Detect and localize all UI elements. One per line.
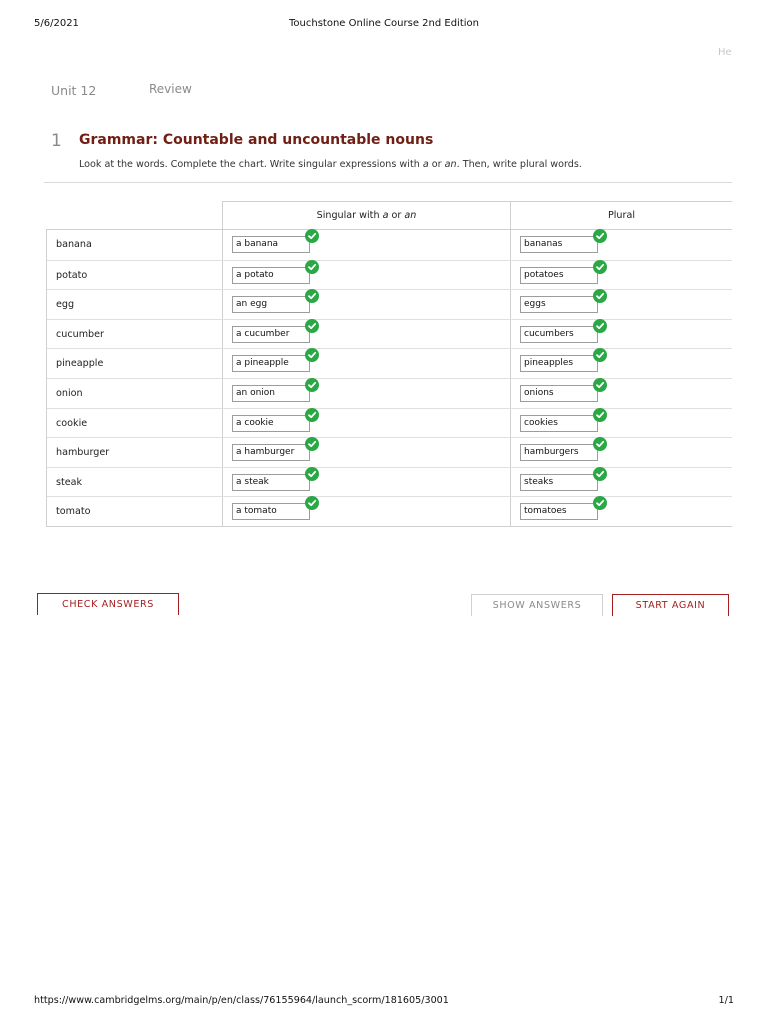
table-row xyxy=(47,319,732,349)
column-divider xyxy=(222,438,223,467)
column-divider xyxy=(510,290,511,319)
check-circle-icon xyxy=(305,319,319,333)
instructions-part: Look at the words. Complete the chart. Write singular expressions with xyxy=(79,159,423,170)
row-word: potato xyxy=(56,269,88,281)
check-circle-icon xyxy=(305,437,319,451)
singular-answer-input[interactable]: a steak xyxy=(232,474,310,491)
row-word: hamburger xyxy=(56,447,110,459)
help-link[interactable]: He xyxy=(718,47,732,58)
plural-answer-input[interactable]: cucumbers xyxy=(520,326,598,343)
check-circle-icon xyxy=(305,289,319,303)
separator xyxy=(44,182,732,183)
instructions-part: a xyxy=(422,159,429,170)
table-row xyxy=(47,348,732,378)
plural-answer-input[interactable]: tomatoes xyxy=(520,503,598,520)
column-divider xyxy=(510,438,511,467)
plural-answer-input[interactable]: hamburgers xyxy=(520,444,598,461)
check-circle-icon xyxy=(593,319,607,333)
check-circle-icon xyxy=(593,496,607,510)
plural-answer-input[interactable]: bananas xyxy=(520,236,598,253)
check-circle-icon xyxy=(305,348,319,362)
row-word: steak xyxy=(56,476,83,488)
instructions-part: or xyxy=(428,159,445,170)
singular-answer-input[interactable]: a cucumber xyxy=(232,326,310,343)
table-row xyxy=(47,496,732,526)
column-divider xyxy=(222,290,223,319)
column-divider xyxy=(222,320,223,349)
instructions xyxy=(79,159,582,170)
plural-answer-input[interactable]: eggs xyxy=(520,296,598,313)
column-divider xyxy=(510,409,511,438)
column-divider xyxy=(510,261,511,290)
check-circle-icon xyxy=(305,467,319,481)
plural-answer-input[interactable]: steaks xyxy=(520,474,598,491)
singular-answer-input[interactable]: a tomato xyxy=(232,503,310,520)
table-row xyxy=(47,260,732,290)
column-divider xyxy=(222,497,223,526)
row-word: tomato xyxy=(56,506,91,518)
unit-label: Unit 12 xyxy=(51,83,97,98)
review-link[interactable]: Review xyxy=(149,82,192,96)
column-header-plural: Plural xyxy=(510,201,732,229)
print-title: Touchstone Online Course 2nd Edition xyxy=(289,18,479,29)
column-divider xyxy=(510,320,511,349)
check-circle-icon xyxy=(593,437,607,451)
check-circle-icon xyxy=(593,229,607,243)
table-row xyxy=(47,408,732,438)
check-circle-icon xyxy=(305,378,319,392)
column-divider xyxy=(222,261,223,290)
column-header-part: an xyxy=(404,210,417,221)
row-word: banana xyxy=(56,239,92,250)
check-answers-button[interactable]: CHECK ANSWERS xyxy=(37,593,179,615)
plural-answer-input[interactable]: potatoes xyxy=(520,267,598,284)
print-url: https://www.cambridgelms.org/main/p/en/class/76155964/launch_scorm/181605/3001 xyxy=(34,995,449,1006)
check-circle-icon xyxy=(593,378,607,392)
check-circle-icon xyxy=(593,260,607,274)
column-header-part: Singular with xyxy=(316,210,383,221)
table-row xyxy=(47,289,732,319)
table-row xyxy=(47,378,732,408)
singular-answer-input[interactable]: an egg xyxy=(232,296,310,313)
instructions-part: an xyxy=(444,159,457,170)
row-word: cucumber xyxy=(56,328,104,340)
column-divider xyxy=(222,379,223,408)
instructions-part: . Then, write plural words. xyxy=(456,159,582,170)
print-date: 5/6/2021 xyxy=(34,18,79,29)
column-header-part: a xyxy=(382,210,389,221)
column-divider xyxy=(222,468,223,497)
column-header-part: or xyxy=(388,210,405,221)
exercise-number: 1 xyxy=(51,131,62,151)
singular-answer-input[interactable]: an onion xyxy=(232,385,310,402)
check-circle-icon xyxy=(593,348,607,362)
row-word: egg xyxy=(56,299,75,311)
check-circle-icon xyxy=(593,467,607,481)
singular-answer-input[interactable]: a pineapple xyxy=(232,355,310,372)
check-circle-icon xyxy=(305,408,319,422)
singular-answer-input[interactable]: a hamburger xyxy=(232,444,310,461)
check-circle-icon xyxy=(305,260,319,274)
plural-answer-input[interactable]: onions xyxy=(520,385,598,402)
column-divider xyxy=(222,409,223,438)
check-circle-icon xyxy=(593,408,607,422)
start-again-button[interactable]: START AGAIN xyxy=(612,594,729,616)
print-page-number: 1/1 xyxy=(718,995,734,1006)
singular-answer-input[interactable]: a banana xyxy=(232,236,310,253)
column-header-singular xyxy=(222,201,510,229)
table-row xyxy=(47,467,732,497)
check-circle-icon xyxy=(305,496,319,510)
table-row xyxy=(47,230,732,260)
chart-rows xyxy=(46,229,732,527)
row-word: cookie xyxy=(56,417,88,429)
column-divider xyxy=(510,379,511,408)
answer-chart xyxy=(46,201,732,527)
row-word: onion xyxy=(56,387,83,399)
column-divider xyxy=(222,230,223,260)
show-answers-button[interactable]: SHOW ANSWERS xyxy=(471,594,603,616)
check-circle-icon xyxy=(593,289,607,303)
singular-answer-input[interactable]: a cookie xyxy=(232,415,310,432)
plural-answer-input[interactable]: cookies xyxy=(520,415,598,432)
column-divider xyxy=(510,468,511,497)
check-circle-icon xyxy=(305,229,319,243)
column-divider xyxy=(222,349,223,378)
column-divider xyxy=(510,230,511,260)
row-word: pineapple xyxy=(56,358,104,370)
table-row xyxy=(47,437,732,467)
singular-answer-input[interactable]: a potato xyxy=(232,267,310,284)
column-divider xyxy=(510,349,511,378)
exercise-title: Grammar: Countable and uncountable nouns xyxy=(79,132,434,148)
column-divider xyxy=(510,497,511,526)
plural-answer-input[interactable]: pineapples xyxy=(520,355,598,372)
